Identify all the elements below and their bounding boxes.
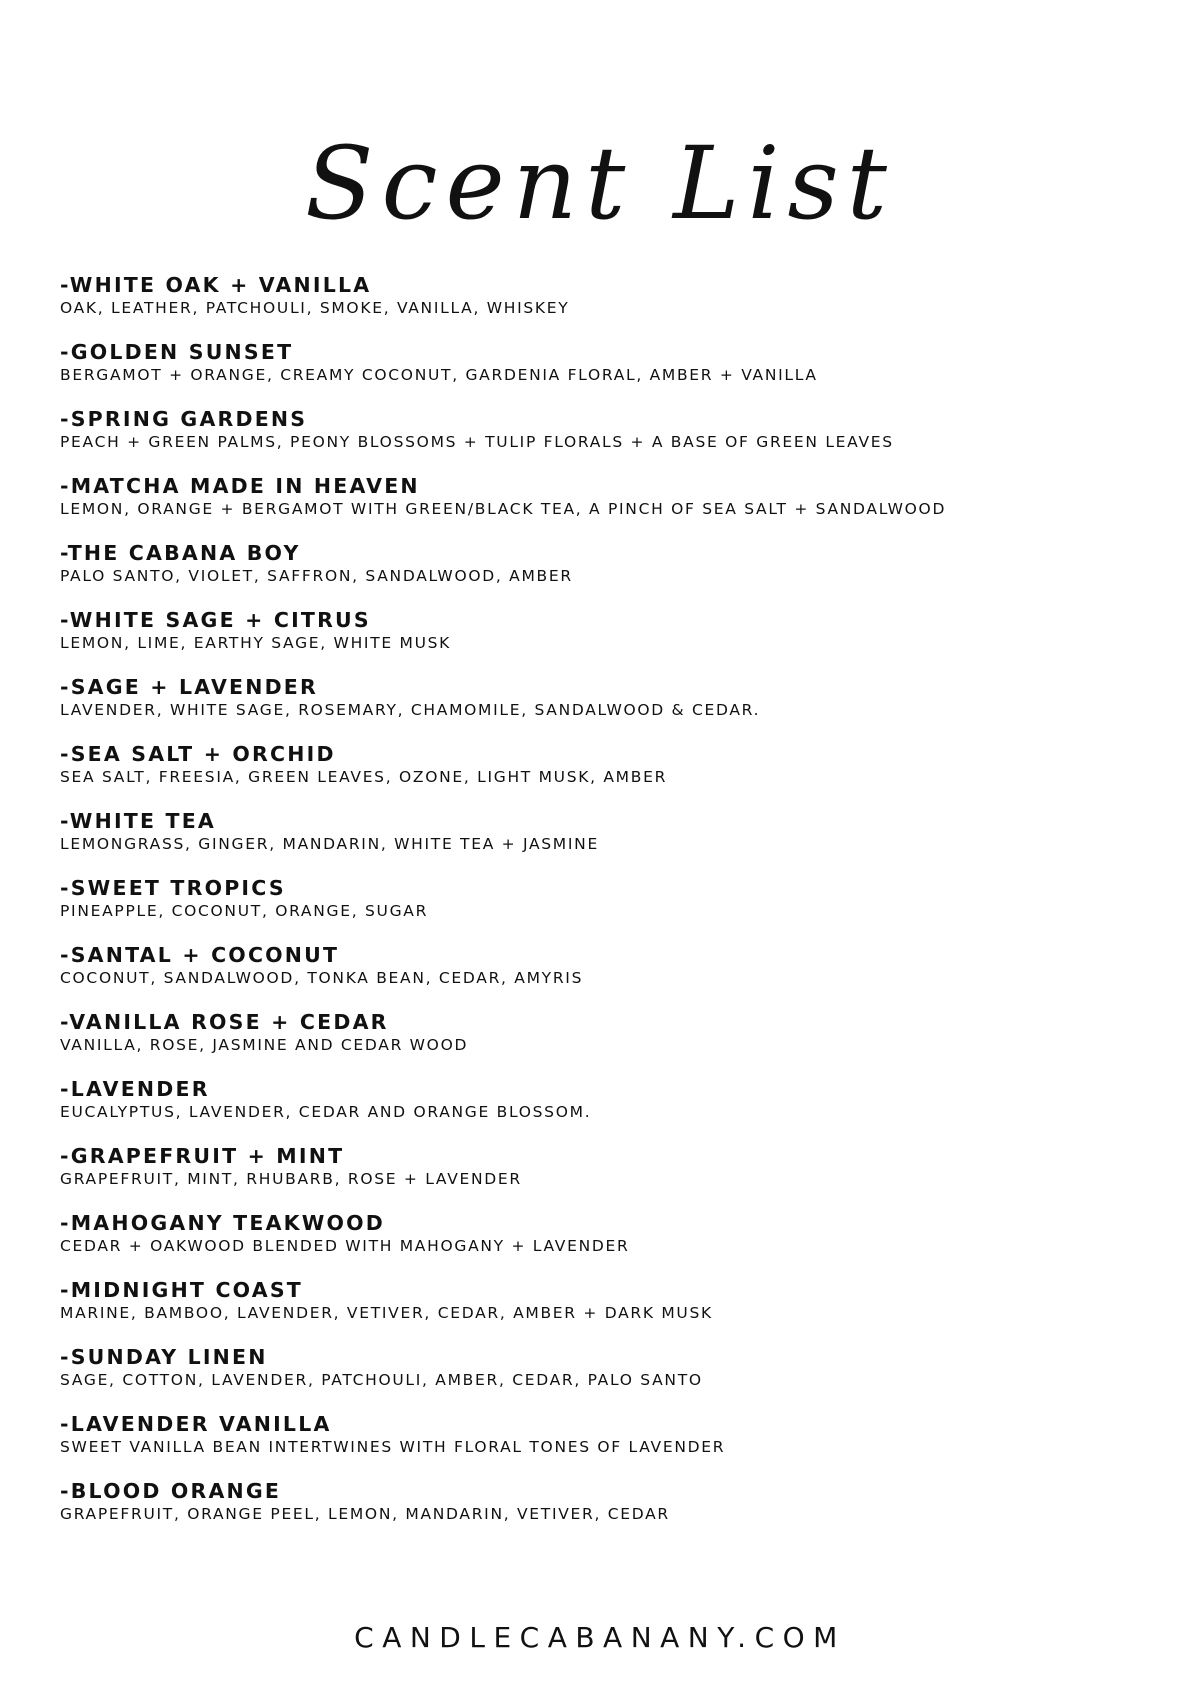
scent-notes: PEACH + GREEN PALMS, PEONY BLOSSOMS + TULIP FLORALS + A BASE OF GREEN LEAVES (60, 433, 894, 451)
scent-name: -WHITE OAK + VANILLA (60, 273, 372, 297)
scent-name: -SEA SALT + ORCHID (60, 742, 336, 766)
scent-notes: COCONUT, SANDALWOOD, TONKA BEAN, CEDAR, AMYRIS (60, 969, 584, 987)
scent-notes: SEA SALT, FREESIA, GREEN LEAVES, OZONE, LIGHT MUSK, AMBER (60, 768, 668, 786)
website-url: CANDLECABANANY.COM (354, 1621, 846, 1654)
scent-notes: GRAPEFRUIT, MINT, RHUBARB, ROSE + LAVENDER (60, 1170, 522, 1188)
scent-item (60, 674, 1150, 741)
scent-item (60, 1210, 1150, 1277)
scent-item (60, 1277, 1150, 1344)
scent-name: -MAHOGANY TEAKWOOD (60, 1211, 386, 1235)
scent-notes: VANILLA, ROSE, JASMINE AND CEDAR WOOD (60, 1036, 469, 1054)
scent-notes: BERGAMOT + ORANGE, CREAMY COCONUT, GARDENIA FLORAL, AMBER + VANILLA (60, 366, 818, 384)
scent-item (60, 607, 1150, 674)
scent-notes: CEDAR + OAKWOOD BLENDED WITH MAHOGANY + LAVENDER (60, 1237, 630, 1255)
scent-item (60, 1143, 1150, 1210)
scent-item (60, 272, 1150, 339)
scent-name: -SUNDAY LINEN (60, 1345, 268, 1369)
scent-item (60, 942, 1150, 1009)
scent-item (60, 1009, 1150, 1076)
scent-item (60, 1076, 1150, 1143)
scent-item (60, 1478, 1150, 1545)
scent-name: -LAVENDER (60, 1077, 210, 1101)
scent-notes: LEMONGRASS, GINGER, MANDARIN, WHITE TEA + JASMINE (60, 835, 599, 853)
scent-name: -WHITE SAGE + CITRUS (60, 608, 371, 632)
scent-name: -GOLDEN SUNSET (60, 340, 294, 364)
scent-name: -THE CABANA BOY (60, 541, 301, 565)
scent-name: -WHITE TEA (60, 809, 216, 833)
scent-name: -SAGE + LAVENDER (60, 675, 318, 699)
scent-notes: SWEET VANILLA BEAN INTERTWINES WITH FLORAL TONES OF LAVENDER (60, 1438, 726, 1456)
scent-item (60, 741, 1150, 808)
scent-notes: LAVENDER, WHITE SAGE, ROSEMARY, CHAMOMILE, SANDALWOOD & CEDAR. (60, 701, 761, 719)
scent-name: -VANILLA ROSE + CEDAR (60, 1010, 389, 1034)
scent-notes: LEMON, ORANGE + BERGAMOT WITH GREEN/BLACK TEA, A PINCH OF SEA SALT + SANDALWOOD (60, 500, 947, 518)
scent-name: -MIDNIGHT COAST (60, 1278, 303, 1302)
scent-name: -SWEET TROPICS (60, 876, 286, 900)
scent-item (60, 808, 1150, 875)
scent-item (60, 473, 1150, 540)
scent-notes: SAGE, COTTON, LAVENDER, PATCHOULI, AMBER, CEDAR, PALO SANTO (60, 1371, 703, 1389)
scent-name: -BLOOD ORANGE (60, 1479, 282, 1503)
scent-item (60, 406, 1150, 473)
scent-notes: PALO SANTO, VIOLET, SAFFRON, SANDALWOOD, AMBER (60, 567, 573, 585)
scent-name: -LAVENDER VANILLA (60, 1412, 332, 1436)
scent-notes: EUCALYPTUS, LAVENDER, CEDAR AND ORANGE BLOSSOM. (60, 1103, 592, 1121)
scent-name: -SPRING GARDENS (60, 407, 308, 431)
scent-item (60, 1344, 1150, 1411)
scent-notes: OAK, LEATHER, PATCHOULI, SMOKE, VANILLA, WHISKEY (60, 299, 570, 317)
scent-item (60, 875, 1150, 942)
page-title: Scent List (305, 125, 895, 242)
scent-name: -GRAPEFRUIT + MINT (60, 1144, 345, 1168)
scent-list (60, 272, 1150, 1545)
scent-notes: MARINE, BAMBOO, LAVENDER, VETIVER, CEDAR, AMBER + DARK MUSK (60, 1304, 713, 1322)
scent-name: -MATCHA MADE IN HEAVEN (60, 474, 420, 498)
scent-item (60, 1411, 1150, 1478)
scent-item (60, 339, 1150, 406)
scent-notes: LEMON, LIME, EARTHY SAGE, WHITE MUSK (60, 634, 452, 652)
scent-notes: GRAPEFRUIT, ORANGE PEEL, LEMON, MANDARIN, VETIVER, CEDAR (60, 1505, 670, 1523)
scent-notes: PINEAPPLE, COCONUT, ORANGE, SUGAR (60, 902, 429, 920)
scent-name: -SANTAL + COCONUT (60, 943, 340, 967)
scent-item (60, 540, 1150, 607)
